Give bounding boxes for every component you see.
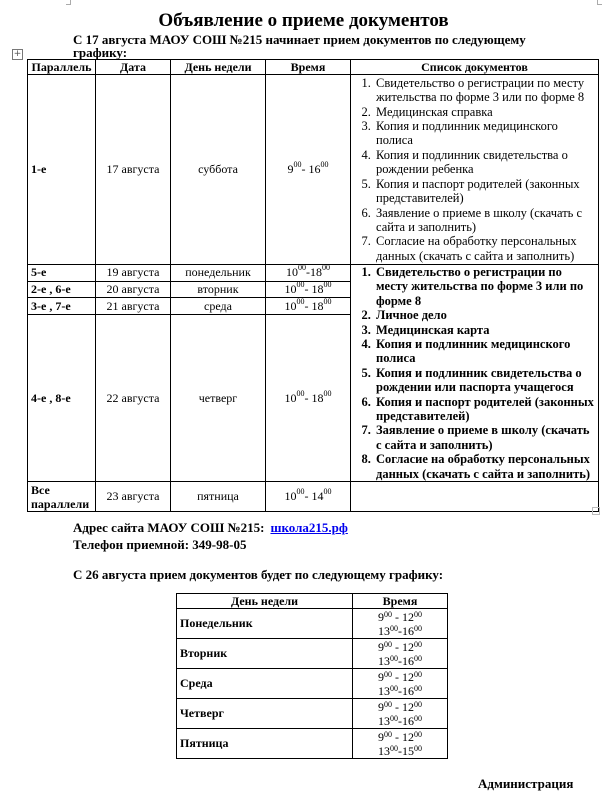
time-value: 13 (378, 743, 390, 758)
time-value: 13 (378, 653, 390, 668)
time-value: 15 (402, 743, 414, 758)
table-resize-handle-icon[interactable] (592, 507, 600, 515)
time-separator: - (301, 162, 309, 176)
time-minutes: 00 (384, 669, 392, 679)
time-from-minutes: 00 (293, 160, 302, 169)
day-cell: Вторник (177, 639, 353, 669)
time-to-minutes: 00 (323, 280, 332, 290)
time-minutes: 00 (390, 713, 398, 723)
time-value: 12 (402, 699, 414, 714)
time-to: 18 (311, 390, 324, 405)
time-value: 16 (402, 653, 414, 668)
day-cell: четверг (171, 315, 266, 482)
time-value: 13 (378, 683, 390, 698)
time-to: 14 (311, 489, 324, 504)
time-separator: - (306, 265, 310, 280)
time-minutes: 00 (414, 623, 422, 633)
header-time: Время (353, 594, 448, 609)
time-minutes: 00 (390, 683, 398, 693)
time-cell (266, 315, 351, 482)
day-cell: вторник (171, 281, 266, 298)
time-cell (353, 699, 448, 729)
time-separator: - (304, 298, 312, 313)
time-value: 16 (402, 713, 414, 728)
time-to: 18 (310, 265, 322, 280)
time-from: 9 (287, 162, 294, 176)
time-minutes: 00 (414, 653, 422, 663)
time-separator: - (304, 390, 312, 405)
time-cell (266, 298, 351, 315)
list-item: 8. Согласие на обработку персональных данных (скачать с сайта и заполнить) (374, 452, 595, 481)
header-docs: Список документов (351, 60, 599, 75)
weekly-header-row (177, 594, 448, 609)
time-from: 10 (284, 489, 297, 504)
date-cell: 19 августа (96, 265, 171, 282)
docs-cell-first-grade (351, 75, 599, 265)
time-from-minutes: 00 (296, 280, 305, 290)
time-minutes: 00 (384, 699, 392, 709)
site-address-label: Адрес сайта МАОУ СОШ №215: (73, 520, 265, 535)
parallel-cell: 5-е (28, 265, 96, 282)
signature: Администрация (478, 776, 574, 791)
parallel-cell: Все параллели (28, 482, 96, 512)
time-minutes: 00 (384, 639, 392, 649)
list-item: 5. Копия и подлинник свидетельства о рождении или паспорта учащегося (374, 366, 595, 395)
time-value: 16 (402, 683, 414, 698)
list-item: 2. Медицинская справка (374, 105, 595, 119)
list-item: 5. Копия и паспорт родителей (законных представителей) (374, 177, 595, 206)
parallel-cell: 3-е , 7-е (28, 298, 96, 315)
header-day: День недели (177, 594, 353, 609)
phone-line: Телефон приемной: 349-98-05 (73, 537, 247, 552)
docs-cell-empty (351, 482, 599, 512)
time-to-minutes: 00 (322, 263, 330, 273)
day-cell: суббота (171, 75, 266, 265)
time-range-afternoon: $13^{00}-16^{00}$ (378, 713, 422, 728)
time-to-minutes: 00 (323, 487, 332, 497)
time-from-minutes: 00 (296, 296, 305, 306)
docs-cell-other-grades (351, 265, 599, 482)
time-minutes: 00 (390, 623, 398, 633)
time-separator: - (304, 282, 312, 297)
list-item: 4. Копия и подлинник медицинского полиса (374, 337, 595, 366)
time-value: 9 (378, 699, 384, 714)
time-from-minutes: 00 (298, 263, 306, 273)
header-parallel: Параллель (28, 60, 96, 75)
time-minutes: 00 (414, 639, 422, 649)
day-cell: понедельник (171, 265, 266, 282)
time-minutes: 00 (414, 713, 422, 723)
time-cell (266, 265, 351, 282)
header-date: Дата (96, 60, 171, 75)
time-minutes: 00 (414, 683, 422, 693)
time-cell (353, 609, 448, 639)
site-address (73, 519, 348, 536)
date-cell: 17 августа (96, 75, 171, 265)
time-value: 9 (378, 609, 384, 624)
time-value: 9 (378, 729, 384, 744)
day-cell: Среда (177, 669, 353, 699)
page-corner-mark (66, 0, 71, 5)
site-link[interactable]: школа215.рф (270, 520, 348, 535)
list-item: 7. Согласие на обработку персональных данных (скачать с сайта и заполнить) (374, 234, 595, 263)
time-to: 18 (311, 282, 324, 297)
time-value: 9 (378, 669, 384, 684)
date-cell: 22 августа (96, 315, 171, 482)
time-minutes: 00 (414, 699, 422, 709)
list-item: 7. Заявление о приеме в школу (скачать с сайта и заполнить) (374, 423, 595, 452)
date-cell: 23 августа (96, 482, 171, 512)
time-to-minutes: 00 (323, 296, 332, 306)
time-value: 13 (378, 713, 390, 728)
list-item: 3. Медицинская карта (374, 323, 595, 337)
parallel-cell: 2-е , 6-е (28, 281, 96, 298)
date-cell: 20 августа (96, 281, 171, 298)
table-row (28, 265, 599, 282)
day-cell: пятница (171, 482, 266, 512)
time-value: 12 (402, 669, 414, 684)
time-from: 10 (286, 265, 298, 280)
list-item: 6. Заявление о приеме в школу (скачать с сайта и заполнить) (374, 206, 595, 235)
time-value: 12 (402, 729, 414, 744)
list-item: 4. Копия и подлинник свидетельства о рождении ребенка (374, 148, 595, 177)
time-from: 10 (284, 390, 297, 405)
time-minutes: 00 (390, 653, 398, 663)
table-row (177, 669, 448, 699)
time-minutes: 00 (414, 669, 422, 679)
time-separator: - (304, 489, 312, 504)
time-cell (266, 281, 351, 298)
header-time: Время (266, 60, 351, 75)
schedule-header-row (28, 60, 599, 75)
time-value: 16 (402, 623, 414, 638)
time-value: 12 (402, 639, 414, 654)
day-cell: Четверг (177, 699, 353, 729)
time-from-minutes: 00 (296, 487, 305, 497)
docs-list (354, 265, 595, 481)
page-title: Объявление о приеме документов (158, 10, 449, 31)
table-row (177, 609, 448, 639)
time-cell (353, 669, 448, 699)
time-from: 10 (284, 298, 297, 313)
time-range-morning: $9^{00} - 12^{00}$ (378, 669, 422, 684)
docs-list (354, 76, 595, 263)
list-item: 3. Копия и подлинник медицинского полиса (374, 119, 595, 148)
date-cell: 21 августа (96, 298, 171, 315)
time-range-afternoon: $13^{00}-16^{00}$ (378, 683, 422, 698)
table-move-handle-icon[interactable]: + (13, 49, 22, 59)
parallel-cell: 1-е (28, 75, 96, 265)
time-minutes: 00 (414, 729, 422, 739)
weekly-schedule-table (176, 593, 448, 759)
list-item: 6. Копия и паспорт родителей (законных представителей) (374, 395, 595, 424)
time-range-morning: $9^{00} - 12^{00}$ (378, 609, 422, 624)
list-item: 1. Свидетельство о регистрации по месту жительства по форме 3 или по форме 8 (374, 76, 595, 105)
time-to-minutes: 00 (323, 388, 332, 398)
time-range-afternoon: $13^{00}-16^{00}$ (378, 653, 422, 668)
time-to: 16 (308, 162, 321, 176)
table-row (177, 699, 448, 729)
time-cell (353, 729, 448, 759)
day-cell: Понедельник (177, 609, 353, 639)
time-cell (353, 639, 448, 669)
time-range-morning: $9^{00} - 12^{00}$ (378, 639, 422, 654)
day-cell: Пятница (177, 729, 353, 759)
list-item: 1. Свидетельство о регистрации по месту жительства по форме 3 или по форме 8 (374, 265, 595, 308)
time-from: 10 (284, 282, 297, 297)
header-day: День недели (171, 60, 266, 75)
time-to: 18 (311, 298, 324, 313)
time-range-afternoon: $13^{00}-16^{00}$ (378, 623, 422, 638)
table-row (177, 729, 448, 759)
table-row (28, 482, 599, 512)
list-item: 2. Личное дело (374, 308, 595, 322)
after-note: С 26 августа прием документов будет по следующему графику: (73, 567, 444, 582)
intro-text: С 17 августа МАОУ СОШ №215 начинает прием документов по следующему графику: (73, 32, 526, 60)
schedule-table (27, 59, 599, 512)
time-minutes: 00 (384, 729, 392, 739)
time-cell (266, 482, 351, 512)
time-minutes: 00 (414, 743, 422, 753)
time-cell (266, 75, 351, 265)
time-to-minutes: 00 (320, 160, 329, 169)
day-cell: среда (171, 298, 266, 315)
time-value: 9 (378, 639, 384, 654)
time-value: 12 (402, 609, 414, 624)
time-range-morning: $9^{00} - 12^{00}$ (378, 729, 422, 744)
time-range-afternoon: $13^{00}-15^{00}$ (378, 743, 422, 758)
time-from-minutes: 00 (296, 388, 305, 398)
page-corner-mark (597, 0, 602, 5)
time-minutes: 00 (384, 609, 392, 619)
table-row (28, 75, 599, 265)
time-value: 13 (378, 623, 390, 638)
parallel-cell: 4-е , 8-е (28, 315, 96, 482)
time-minutes: 00 (390, 743, 398, 753)
time-minutes: 00 (414, 609, 422, 619)
table-row (177, 639, 448, 669)
time-range-morning: $9^{00} - 12^{00}$ (378, 699, 422, 714)
